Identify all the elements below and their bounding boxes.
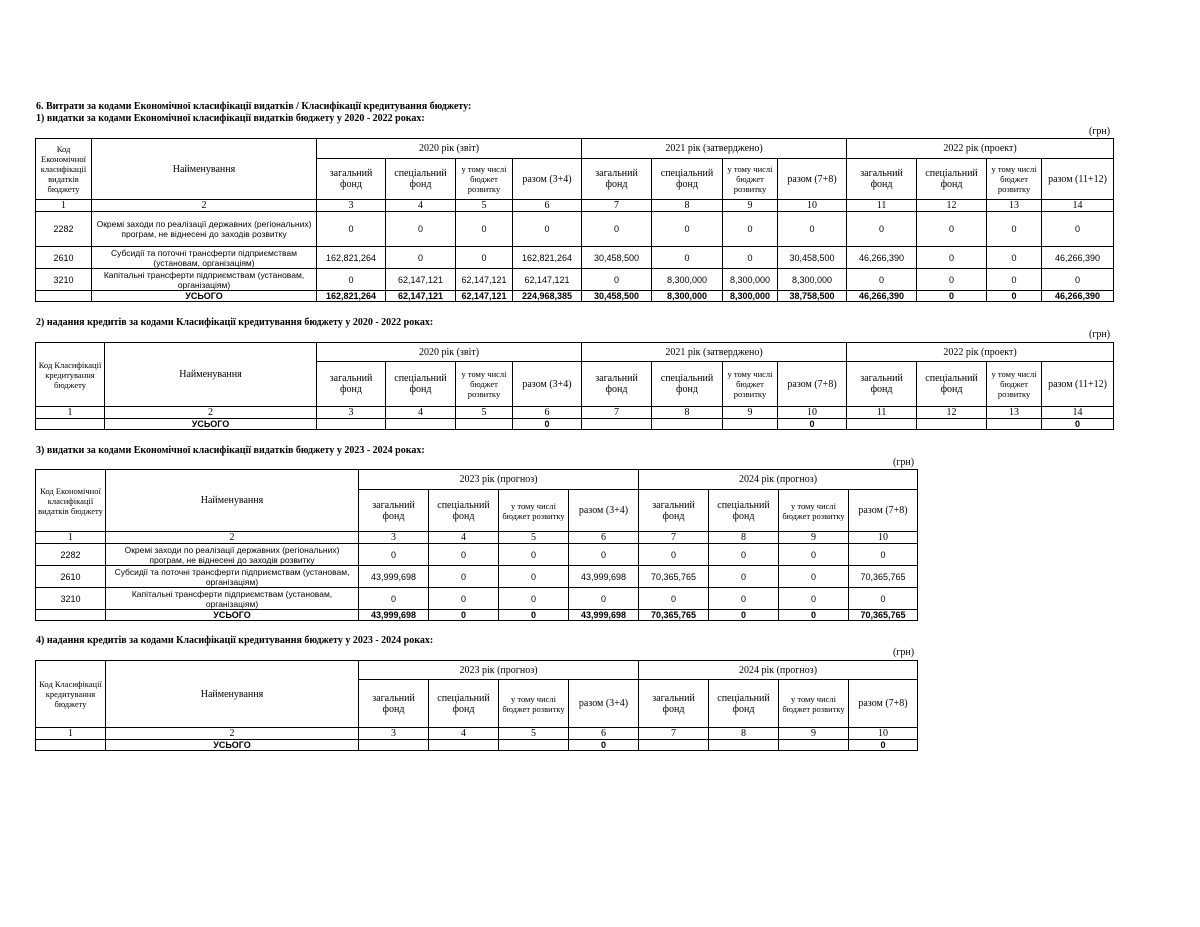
sub-header: спеціальний фонд: [917, 362, 987, 407]
code-column-header: Код Класифікації кредитування бюджету: [36, 343, 105, 407]
column-index: 6: [513, 200, 582, 212]
cell-value: 0: [317, 212, 386, 247]
cell-value: 0: [987, 247, 1042, 269]
sub-header: у тому числі бюджет розвитку: [779, 680, 849, 728]
sub-header: загальний фонд: [317, 362, 386, 407]
cell-value: 43,999,698: [569, 566, 639, 588]
column-index: 14: [1042, 407, 1114, 419]
total-code-cell: [36, 291, 92, 302]
cell-value: 0: [639, 544, 709, 566]
column-index: 3: [317, 200, 386, 212]
code-column-header: Код Класифікації кредитування бюджету: [36, 661, 106, 728]
table-header-row: [36, 661, 918, 680]
table1-unit: (грн): [1089, 126, 1111, 137]
cell-value: 0: [709, 566, 779, 588]
period-header: 2021 рік (затверджено): [582, 343, 847, 362]
column-index: 5: [499, 728, 569, 740]
sub-header: спеціальний фонд: [709, 680, 779, 728]
table-header-row: [36, 139, 1114, 159]
period-header: 2021 рік (затверджено): [582, 139, 847, 159]
cell-value: 0: [652, 247, 723, 269]
table1-subtitle: 1) видатки за кодами Економічної класифікації видатків бюджету у 2020 - 2022 роках:: [36, 113, 425, 124]
row-code: 2282: [36, 212, 92, 247]
period-header: 2022 рік (проект): [847, 139, 1114, 159]
column-index: 3: [317, 407, 386, 419]
column-index: 13: [987, 407, 1042, 419]
total-value: 0: [917, 291, 987, 302]
cell-value: 46,266,390: [1042, 247, 1114, 269]
total-value: [779, 740, 849, 751]
total-value: 43,999,698: [359, 610, 429, 621]
column-index: 9: [723, 407, 778, 419]
cell-value: 0: [778, 212, 847, 247]
cell-value: 0: [779, 544, 849, 566]
total-value: [317, 419, 386, 430]
sub-header: загальний фонд: [582, 159, 652, 200]
table-row: [36, 544, 918, 566]
column-index: 10: [849, 728, 918, 740]
cell-value: 0: [386, 212, 456, 247]
name-column-header: Найменування: [106, 470, 359, 532]
column-index: 6: [513, 407, 582, 419]
column-index: 8: [652, 200, 723, 212]
total-value: 8,300,000: [652, 291, 723, 302]
cell-value: 62,147,121: [386, 269, 456, 291]
column-index: 1: [36, 532, 106, 544]
total-row: [36, 740, 918, 751]
cell-value: 0: [582, 269, 652, 291]
column-index: 2: [106, 532, 359, 544]
sub-header: спеціальний фонд: [652, 159, 723, 200]
cell-value: 0: [499, 588, 569, 610]
total-value: [652, 419, 723, 430]
cell-value: 0: [849, 544, 918, 566]
row-code: 2610: [36, 566, 106, 588]
cell-value: 0: [709, 588, 779, 610]
column-index: 12: [917, 200, 987, 212]
total-value: 0: [987, 291, 1042, 302]
sub-header: у тому числі бюджет розвитку: [723, 362, 778, 407]
cell-value: 0: [917, 212, 987, 247]
sub-header: загальний фонд: [582, 362, 652, 407]
cell-value: 162,821,264: [513, 247, 582, 269]
row-code: 2282: [36, 544, 106, 566]
cell-value: 0: [429, 544, 499, 566]
total-value: 70,365,765: [639, 610, 709, 621]
total-value: 0: [709, 610, 779, 621]
code-column-header: Код Економічної класифікації видатків бюджету: [36, 470, 106, 532]
total-value: [847, 419, 917, 430]
column-index: 7: [582, 407, 652, 419]
cell-value: 0: [917, 247, 987, 269]
total-label: УСЬОГО: [106, 610, 359, 621]
column-index: 4: [386, 407, 456, 419]
section-title: 6. Витрати за кодами Економічної класифікації видатків / Класифікації кредитування бюджету:: [36, 101, 472, 112]
sub-header: спеціальний фонд: [429, 680, 499, 728]
total-value: 0: [513, 419, 582, 430]
cell-value: 0: [849, 588, 918, 610]
cell-value: 0: [987, 269, 1042, 291]
table2-unit: (грн): [1089, 329, 1111, 340]
sub-header: разом (7+8): [778, 362, 847, 407]
sub-header: разом (7+8): [778, 159, 847, 200]
table-row: [36, 566, 918, 588]
column-index: 11: [847, 200, 917, 212]
cell-value: 8,300,000: [723, 269, 778, 291]
column-index: 9: [779, 728, 849, 740]
total-value: 162,821,264: [317, 291, 386, 302]
column-index: 14: [1042, 200, 1114, 212]
cell-value: 0: [569, 544, 639, 566]
column-index: 6: [569, 728, 639, 740]
row-name: Окремі заходи по реалізації державних (регіональних) програм, не віднесені до заходів розвитку: [106, 544, 359, 566]
sub-header: у тому числі бюджет розвитку: [499, 490, 569, 532]
sub-header: спеціальний фонд: [709, 490, 779, 532]
total-value: 62,147,121: [386, 291, 456, 302]
total-value: 46,266,390: [1042, 291, 1114, 302]
cell-value: 0: [652, 212, 723, 247]
table3-unit: (грн): [893, 457, 915, 468]
sub-header: разом (3+4): [513, 159, 582, 200]
row-code: 3210: [36, 269, 92, 291]
cell-value: 162,821,264: [317, 247, 386, 269]
sub-header: у тому числі бюджет розвитку: [456, 159, 513, 200]
cell-value: 0: [639, 588, 709, 610]
period-header: 2022 рік (проект): [847, 343, 1114, 362]
row-name: Капітальні трансферти підприємствам (установам, організаціям): [92, 269, 317, 291]
column-index: 13: [987, 200, 1042, 212]
sub-header: у тому числі бюджет розвитку: [723, 159, 778, 200]
sub-header: у тому числі бюджет розвитку: [987, 362, 1042, 407]
total-value: [499, 740, 569, 751]
sub-header: разом (11+12): [1042, 362, 1114, 407]
table4-unit: (грн): [893, 647, 915, 658]
table-header-row: [36, 343, 1114, 362]
total-value: [639, 740, 709, 751]
sub-header: у тому числі бюджет розвитку: [456, 362, 513, 407]
column-index: 3: [359, 728, 429, 740]
total-value: 0: [1042, 419, 1114, 430]
table-row: [36, 588, 918, 610]
total-value: [359, 740, 429, 751]
total-label: УСЬОГО: [105, 419, 317, 430]
total-value: [582, 419, 652, 430]
column-index: 2: [105, 407, 317, 419]
column-index: 2: [106, 728, 359, 740]
cell-value: 0: [582, 212, 652, 247]
column-index-row: [36, 407, 1114, 419]
sub-header: загальний фонд: [359, 490, 429, 532]
table1: [35, 138, 1114, 302]
table3-subtitle: 3) видатки за кодами Економічної класифікації видатків бюджету у 2023 - 2024 роках:: [36, 445, 425, 456]
sub-header: загальний фонд: [639, 490, 709, 532]
sub-header: спеціальний фонд: [652, 362, 723, 407]
row-code: 2610: [36, 247, 92, 269]
total-value: 38,758,500: [778, 291, 847, 302]
cell-value: 70,365,765: [639, 566, 709, 588]
name-column-header: Найменування: [105, 343, 317, 407]
total-value: 62,147,121: [456, 291, 513, 302]
period-header: 2024 рік (прогноз): [639, 661, 918, 680]
column-index: 6: [569, 532, 639, 544]
column-index: 3: [359, 532, 429, 544]
column-index: 8: [652, 407, 723, 419]
column-index: 1: [36, 407, 105, 419]
sub-header: загальний фонд: [359, 680, 429, 728]
sub-header: спеціальний фонд: [429, 490, 499, 532]
total-value: [386, 419, 456, 430]
cell-value: 0: [847, 212, 917, 247]
column-index: 7: [639, 728, 709, 740]
total-value: 0: [849, 740, 918, 751]
column-index: 4: [386, 200, 456, 212]
period-header: 2023 рік (прогноз): [359, 470, 639, 490]
total-value: [987, 419, 1042, 430]
sub-header: загальний фонд: [847, 159, 917, 200]
cell-value: 0: [456, 212, 513, 247]
cell-value: 30,458,500: [778, 247, 847, 269]
name-column-header: Найменування: [92, 139, 317, 200]
column-index: 2: [92, 200, 317, 212]
total-code-cell: [36, 419, 105, 430]
sub-header: разом (3+4): [569, 680, 639, 728]
row-name: Окремі заходи по реалізації державних (регіональних) програм, не віднесені до заходів розвитку: [92, 212, 317, 247]
cell-value: 0: [987, 212, 1042, 247]
column-index-row: [36, 532, 918, 544]
cell-value: 46,266,390: [847, 247, 917, 269]
table2: [35, 342, 1114, 430]
total-value: [709, 740, 779, 751]
table4: [35, 660, 918, 751]
column-index: 10: [778, 407, 847, 419]
total-value: 46,266,390: [847, 291, 917, 302]
total-value: 70,365,765: [849, 610, 918, 621]
column-index: 1: [36, 728, 106, 740]
column-index: 8: [709, 728, 779, 740]
total-value: [429, 740, 499, 751]
cell-value: 0: [513, 212, 582, 247]
total-row: [36, 610, 918, 621]
column-index: 4: [429, 532, 499, 544]
name-column-header: Найменування: [106, 661, 359, 728]
cell-value: 0: [569, 588, 639, 610]
table4-subtitle: 4) надання кредитів за кодами Класифікації кредитування бюджету у 2023 - 2024 роках:: [36, 635, 434, 646]
cell-value: 0: [499, 566, 569, 588]
total-value: 224,968,385: [513, 291, 582, 302]
cell-value: 43,999,698: [359, 566, 429, 588]
total-row: [36, 419, 1114, 430]
cell-value: 70,365,765: [849, 566, 918, 588]
total-label: УСЬОГО: [92, 291, 317, 302]
cell-value: 0: [779, 588, 849, 610]
row-name: Субсидії та поточні трансферти підприємствам (установам, організаціям): [106, 566, 359, 588]
row-name: Субсидії та поточні трансферти підприємствам (установам, організаціям): [92, 247, 317, 269]
cell-value: 0: [709, 544, 779, 566]
cell-value: 0: [499, 544, 569, 566]
total-value: 0: [569, 740, 639, 751]
total-value: [456, 419, 513, 430]
sub-header: загальний фонд: [847, 362, 917, 407]
total-value: 0: [429, 610, 499, 621]
cell-value: 0: [1042, 212, 1114, 247]
column-index: 5: [456, 407, 513, 419]
row-name: Капітальні трансферти підприємствам (установам, організаціям): [106, 588, 359, 610]
sub-header: спеціальний фонд: [386, 159, 456, 200]
table2-subtitle: 2) надання кредитів за кодами Класифікації кредитування бюджету у 2020 - 2022 роках:: [36, 317, 434, 328]
cell-value: 0: [456, 247, 513, 269]
column-index: 10: [778, 200, 847, 212]
period-header: 2023 рік (прогноз): [359, 661, 639, 680]
cell-value: 0: [317, 269, 386, 291]
column-index: 9: [723, 200, 778, 212]
sub-header: у тому числі бюджет розвитку: [499, 680, 569, 728]
period-header: 2020 рік (звіт): [317, 139, 582, 159]
total-value: 0: [779, 610, 849, 621]
total-code-cell: [36, 740, 106, 751]
column-index: 9: [779, 532, 849, 544]
column-index-row: [36, 728, 918, 740]
column-index: 7: [639, 532, 709, 544]
table3: [35, 469, 918, 621]
cell-value: 0: [723, 212, 778, 247]
table-row: [36, 247, 1114, 269]
column-index: 12: [917, 407, 987, 419]
cell-value: 0: [429, 566, 499, 588]
sub-header: спеціальний фонд: [386, 362, 456, 407]
total-value: 43,999,698: [569, 610, 639, 621]
sub-header: загальний фонд: [317, 159, 386, 200]
sub-header: спеціальний фонд: [917, 159, 987, 200]
total-value: 30,458,500: [582, 291, 652, 302]
sub-header: разом (7+8): [849, 680, 918, 728]
sub-header: разом (3+4): [569, 490, 639, 532]
column-index: 7: [582, 200, 652, 212]
code-column-header: Код Економічної класифікації видатків бюджету: [36, 139, 92, 200]
sub-header: у тому числі бюджет розвитку: [779, 490, 849, 532]
period-header: 2020 рік (звіт): [317, 343, 582, 362]
total-value: 0: [499, 610, 569, 621]
sub-header: разом (7+8): [849, 490, 918, 532]
cell-value: 0: [723, 247, 778, 269]
sub-header: разом (11+12): [1042, 159, 1114, 200]
column-index: 10: [849, 532, 918, 544]
column-index: 5: [456, 200, 513, 212]
sub-header: у тому числі бюджет розвитку: [987, 159, 1042, 200]
cell-value: 0: [917, 269, 987, 291]
cell-value: 8,300,000: [778, 269, 847, 291]
cell-value: 8,300,000: [652, 269, 723, 291]
table-row: [36, 269, 1114, 291]
column-index-row: [36, 200, 1114, 212]
table-header-row: [36, 470, 918, 490]
cell-value: 0: [429, 588, 499, 610]
column-index: 8: [709, 532, 779, 544]
total-value: [917, 419, 987, 430]
cell-value: 30,458,500: [582, 247, 652, 269]
total-value: [723, 419, 778, 430]
cell-value: 62,147,121: [456, 269, 513, 291]
column-index: 5: [499, 532, 569, 544]
cell-value: 62,147,121: [513, 269, 582, 291]
cell-value: 0: [847, 269, 917, 291]
cell-value: 0: [386, 247, 456, 269]
total-value: 0: [778, 419, 847, 430]
total-row: [36, 291, 1114, 302]
cell-value: 0: [1042, 269, 1114, 291]
column-index: 11: [847, 407, 917, 419]
total-code-cell: [36, 610, 106, 621]
row-code: 3210: [36, 588, 106, 610]
column-index: 4: [429, 728, 499, 740]
column-index: 1: [36, 200, 92, 212]
sub-header: разом (3+4): [513, 362, 582, 407]
total-label: УСЬОГО: [106, 740, 359, 751]
cell-value: 0: [359, 544, 429, 566]
cell-value: 0: [779, 566, 849, 588]
total-value: 8,300,000: [723, 291, 778, 302]
period-header: 2024 рік (прогноз): [639, 470, 918, 490]
sub-header: загальний фонд: [639, 680, 709, 728]
table-row: [36, 212, 1114, 247]
cell-value: 0: [359, 588, 429, 610]
